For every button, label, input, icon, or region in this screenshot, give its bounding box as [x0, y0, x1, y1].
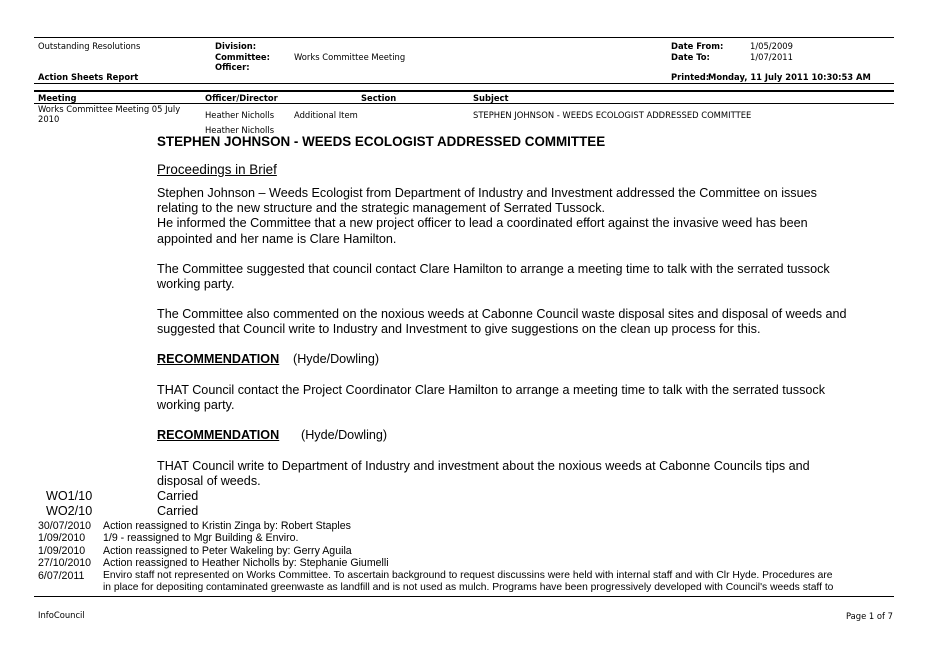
action-date: 30/07/2010 [38, 520, 92, 532]
recommendation2-label: RECOMMENDATION [157, 428, 280, 442]
para1-line4: appointed and her name is Clare Hamilton. [157, 232, 397, 246]
rec2-line1: THAT Council write to Department of Industry and investment about the noxious weeds at Cabonne Councils tips and [157, 459, 810, 473]
resolution-heading: STEPHEN JOHNSON - WEEDS ECOLOGIST ADDRESSED COMMITTEE [157, 134, 606, 149]
para1-line3: He informed the Committee that a new project officer to lead a coordinated effort against the invasive weed has been [157, 216, 808, 230]
resolution-code: WO1/10 [46, 489, 93, 503]
action-date: 27/10/2010 [38, 557, 92, 569]
col-section: Section [361, 93, 397, 103]
division-label: Division: [215, 41, 257, 51]
record-officer-secondary: Heather Nicholls [205, 125, 275, 135]
resolution-status: Carried [157, 504, 199, 518]
printed-label: Printed: [671, 72, 710, 82]
para1-line1: Stephen Johnson – Weeds Ecologist from Department of Industry and Investment addressed the Committee on issues [157, 186, 817, 200]
printed-value: Monday, 11 July 2011 10:30:53 AM [708, 72, 871, 82]
record-subject: STEPHEN JOHNSON - WEEDS ECOLOGIST ADDRESSED COMMITTEE [473, 110, 752, 120]
date-from-value: 1/05/2009 [750, 41, 793, 51]
action-date: 6/07/2011 [38, 570, 85, 582]
officer-label: Officer: [215, 62, 250, 72]
report-type: Action Sheets Report [38, 72, 139, 82]
action-text: Action reassigned to Kristin Zinga by: Robert Staples [103, 520, 351, 532]
recommendation1-movers: (Hyde/Dowling) [293, 352, 380, 366]
footer-app-name: InfoCouncil [38, 610, 85, 620]
col-meeting: Meeting [38, 93, 77, 103]
record-meeting-line2: 2010 [38, 114, 60, 124]
record-section: Additional Item [294, 110, 358, 120]
record-officer: Heather Nicholls [205, 110, 275, 120]
rec1-line2: working party. [157, 398, 235, 412]
footer-rule [34, 596, 894, 597]
header-top-rule [34, 37, 894, 38]
col-officer: Officer/Director [205, 93, 278, 103]
para2-line1: The Committee suggested that council contact Clare Hamilton to arrange a meeting time to talk with the serrated tussock [157, 262, 830, 276]
resolution-status: Carried [157, 489, 199, 503]
para1-line2: relating to the new structure and the strategic management of Serrated Tussock. [157, 201, 606, 215]
resolution-code: WO2/10 [46, 504, 93, 518]
header-bottom-rule [34, 83, 894, 84]
report-title: Outstanding Resolutions [38, 41, 141, 51]
col-subject: Subject [473, 93, 509, 103]
action-text-continuation: in place for depositing contaminated greenwaste as landfill and is not used as mulch. Programs have been progressively developed with Council's weeds staff to [103, 582, 834, 593]
action-text: Action reassigned to Peter Wakeling by: Gerry Aguila [103, 545, 352, 557]
column-header-top-rule [34, 90, 894, 92]
page-number: Page 1 of 7 [846, 611, 893, 621]
action-date: 1/09/2010 [38, 532, 86, 544]
recommendation1-label: RECOMMENDATION [157, 352, 280, 366]
date-from-label: Date From: [671, 41, 724, 51]
action-date: 1/09/2010 [38, 545, 86, 557]
recommendation2-movers: (Hyde/Dowling) [301, 428, 388, 442]
para2-line2: working party. [157, 277, 235, 291]
action-text: 1/9 - reassigned to Mgr Building & Enviro. [103, 532, 299, 544]
action-text: Enviro staff not represented on Works Committee. To ascertain background to request discussins were held with internal staff and with Clr Hyde. Procedures are [103, 570, 833, 581]
committee-value: Works Committee Meeting [294, 52, 406, 62]
date-to-value: 1/07/2011 [750, 52, 793, 62]
para3-line1: The Committee also commented on the noxious weeds at Cabonne Council waste disposal sites and disposal of weeds and [157, 307, 847, 321]
rec1-line1: THAT Council contact the Project Coordinator Clare Hamilton to arrange a meeting time to talk with the serrated tussock [157, 383, 826, 397]
date-to-label: Date To: [671, 52, 710, 62]
rec2-line2: disposal of weeds. [157, 474, 261, 488]
proceedings-subheading: Proceedings in Brief [157, 162, 277, 177]
action-text: Action reassigned to Heather Nicholls by: Stephanie Giumelli [103, 557, 389, 569]
record-meeting-line1: Works Committee Meeting 05 July [38, 104, 181, 114]
committee-label: Committee: [215, 52, 270, 62]
para3-line2: suggested that Council write to Industry and Investment to give suggestions on the clean up process for this. [157, 322, 761, 336]
